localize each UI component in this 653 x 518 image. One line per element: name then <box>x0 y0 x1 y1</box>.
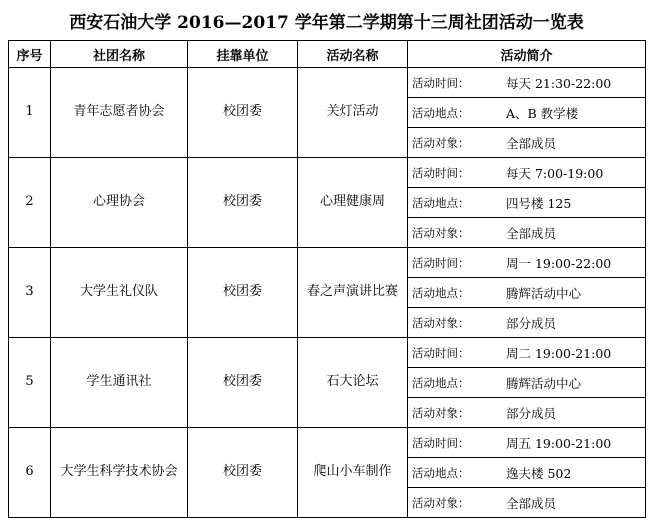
detail-row-audience <box>408 128 645 158</box>
activity-detail-table <box>408 428 645 517</box>
detail-row-audience <box>408 398 645 428</box>
detail-row-audience <box>408 308 645 338</box>
cell-activity-intro <box>408 158 646 248</box>
column-header-activity-intro: 活动简介 <box>408 41 646 68</box>
table-row <box>9 428 646 518</box>
detail-row-time <box>408 158 645 188</box>
cell-activity-name: 心理健康周 <box>298 158 408 248</box>
club-activity-table <box>8 40 646 518</box>
column-header-activity-name: 活动名称 <box>298 41 408 68</box>
detail-row-place <box>408 278 645 308</box>
page-title: 西安石油大学 2016—2017 学年第二学期第十三周社团活动一览表 <box>69 13 584 33</box>
table-row <box>9 158 646 248</box>
cell-activity-intro <box>408 428 646 518</box>
cell-seq: 3 <box>9 248 51 338</box>
detail-label-place: 活动地点： <box>408 458 500 488</box>
cell-seq: 1 <box>9 68 51 158</box>
cell-affiliation: 校团委 <box>188 68 298 158</box>
cell-club-name: 学生通讯社 <box>51 338 188 428</box>
detail-row-audience <box>408 488 645 518</box>
table-header-row <box>9 41 646 68</box>
cell-seq: 6 <box>9 428 51 518</box>
cell-activity-name: 爬山小车制作 <box>298 428 408 518</box>
detail-label-place: 活动地点： <box>408 278 500 308</box>
cell-club-name: 大学生礼仪队 <box>51 248 188 338</box>
detail-value-time: 周二 19:00-21:00 <box>500 338 645 368</box>
table-body <box>9 68 646 518</box>
cell-activity-name: 春之声演讲比赛 <box>298 248 408 338</box>
cell-club-name: 青年志愿者协会 <box>51 68 188 158</box>
cell-seq: 5 <box>9 338 51 428</box>
detail-row-time <box>408 428 645 458</box>
detail-value-place: 腾辉活动中心 <box>500 368 645 398</box>
cell-activity-name: 石大论坛 <box>298 338 408 428</box>
detail-value-time: 周一 19:00-22:00 <box>500 248 645 278</box>
detail-value-time: 每天 21:30-22:00 <box>500 68 645 98</box>
detail-label-place: 活动地点： <box>408 188 500 218</box>
detail-label-audience: 活动对象： <box>412 315 470 330</box>
cell-affiliation: 校团委 <box>188 428 298 518</box>
detail-value-audience: 全部成员 <box>506 225 557 241</box>
detail-row-time <box>408 248 645 278</box>
detail-label-place: 活动地点： <box>408 98 500 128</box>
detail-value-place: A、B 教学楼 <box>500 98 645 128</box>
detail-row-time <box>408 338 645 368</box>
detail-label-time: 活动时间： <box>408 428 500 458</box>
cell-activity-intro <box>408 248 646 338</box>
detail-label-time: 活动时间： <box>408 158 500 188</box>
cell-club-name: 大学生科学技术协会 <box>51 428 188 518</box>
cell-activity-name: 关灯活动 <box>298 68 408 158</box>
activity-detail-table <box>408 68 645 157</box>
detail-value-audience: 部分成员 <box>506 315 557 331</box>
table-row <box>9 338 646 428</box>
detail-label-audience: 活动对象： <box>412 405 470 420</box>
detail-row-audience <box>408 218 645 248</box>
detail-value-place: 四号楼 125 <box>500 188 645 218</box>
cell-activity-intro <box>408 68 646 158</box>
detail-label-time: 活动时间： <box>408 68 500 98</box>
column-header-club-name: 社团名称 <box>51 41 188 68</box>
column-header-affiliation: 挂靠单位 <box>188 41 298 68</box>
table-row <box>9 68 646 158</box>
detail-label-time: 活动时间： <box>408 248 500 278</box>
cell-affiliation: 校团委 <box>188 338 298 428</box>
detail-label-time: 活动时间： <box>408 338 500 368</box>
table-header <box>9 41 646 68</box>
detail-label-audience: 活动对象： <box>412 495 470 510</box>
activity-detail-table <box>408 158 645 247</box>
detail-value-time: 每天 7:00-19:00 <box>500 158 645 188</box>
detail-value-time: 周五 19:00-21:00 <box>500 428 645 458</box>
detail-value-audience: 全部成员 <box>506 495 557 511</box>
detail-value-audience: 部分成员 <box>506 405 557 421</box>
detail-row-place <box>408 98 645 128</box>
detail-value-place: 腾辉活动中心 <box>500 278 645 308</box>
detail-row-place <box>408 458 645 488</box>
table-row <box>9 248 646 338</box>
detail-label-audience: 活动对象： <box>412 135 470 150</box>
cell-activity-intro <box>408 338 646 428</box>
detail-row-place <box>408 368 645 398</box>
column-header-seq: 序号 <box>9 41 51 68</box>
activity-detail-table <box>408 338 645 427</box>
detail-row-place <box>408 188 645 218</box>
detail-row-time <box>408 68 645 98</box>
cell-affiliation: 校团委 <box>188 158 298 248</box>
cell-seq: 2 <box>9 158 51 248</box>
activity-detail-table <box>408 248 645 337</box>
detail-label-place: 活动地点： <box>408 368 500 398</box>
cell-club-name: 心理协会 <box>51 158 188 248</box>
detail-value-place: 逸夫楼 502 <box>500 458 645 488</box>
detail-label-audience: 活动对象： <box>412 225 470 240</box>
detail-value-audience: 全部成员 <box>506 135 557 151</box>
cell-affiliation: 校团委 <box>188 248 298 338</box>
